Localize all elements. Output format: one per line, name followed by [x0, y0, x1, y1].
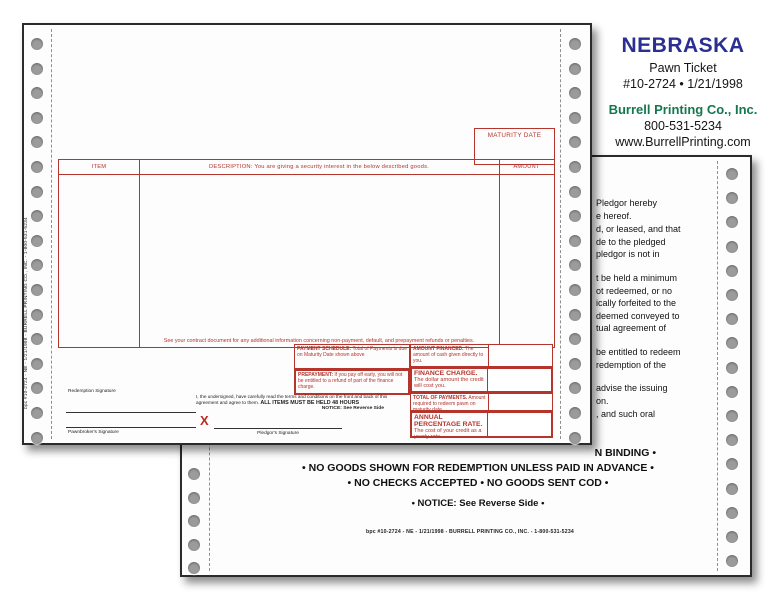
catalog-header: [593, 34, 773, 149]
pin-feed-hole: [31, 382, 43, 394]
annual-percentage-rate-value-cell: [487, 413, 551, 436]
terms-line: advise the issuing: [596, 383, 668, 394]
pin-feed-hole: [569, 284, 581, 296]
table-header-row: [59, 160, 554, 175]
pin-feed-hole: [569, 87, 581, 99]
amount-financed-value-cell: [488, 345, 552, 366]
payment-schedule-body: Total of Payments is due on Maturity Date shown above: [297, 346, 407, 358]
pin-feed-hole: [726, 337, 738, 349]
pin-feed-hole: [569, 112, 581, 124]
terms-line: pledgor is not in: [596, 249, 660, 260]
pin-feed-hole: [569, 161, 581, 173]
binding-notice: N BINDING •: [594, 447, 656, 459]
pin-feed-hole: [31, 87, 43, 99]
amount-financed-body: The amount of cash given directly to you.: [413, 346, 484, 364]
terms-line: ot redeemed, or no: [596, 285, 673, 296]
state-title: NEBRASKA: [621, 34, 745, 57]
pin-feed-hole: [726, 216, 738, 228]
column-divider: [499, 160, 500, 347]
terms-line: Pledgor hereby: [596, 198, 658, 208]
pin-feed-hole: [31, 186, 43, 198]
finance-charge-body: The dollar amount the credit will cost you.: [414, 377, 484, 390]
column-divider: [139, 160, 140, 347]
company-name: Burrell Printing Co., Inc.: [608, 102, 758, 117]
terms-line: tual agreement of: [596, 323, 667, 334]
pin-feed-hole: [726, 386, 738, 398]
pin-feed-hole: [726, 434, 738, 446]
terms-text-fragments: [596, 197, 681, 421]
pin-feed-hole: [569, 333, 581, 345]
terms-line: de to the pledged: [596, 236, 666, 247]
annual-percentage-rate-title: ANNUAL PERCENTAGE RATE.: [414, 414, 483, 428]
pin-feed-hole: [31, 210, 43, 222]
terms-line: redemption of the: [596, 359, 667, 370]
pin-feed-hole: [31, 235, 43, 247]
pin-feed-hole: [569, 309, 581, 321]
pin-feed-hole: [31, 284, 43, 296]
pin-feed-hole: [726, 362, 738, 374]
pin-feed-hole: [726, 313, 738, 325]
pin-feed-hole: [188, 492, 200, 504]
reverse-side-note: NOTICE: See Reverse Side: [321, 406, 384, 412]
terms-line: ically forfeited to the: [596, 298, 677, 309]
pin-feed-hole: [726, 555, 738, 567]
redemption-signature-line: [66, 412, 196, 413]
annual-percentage-rate-body: The cost of your credit as a yearly rate.: [414, 428, 482, 441]
terms-line: on.: [596, 395, 609, 406]
goods-table: [58, 159, 555, 348]
terms-line: t be held a minimum: [596, 272, 678, 283]
pin-feed-hole: [726, 241, 738, 253]
pin-feed-hole: [188, 539, 200, 551]
item-column-header: ITEM: [91, 164, 107, 170]
pledgor-signature-line: [214, 428, 342, 429]
form-number-date: #10-2724 • 1/21/1998: [623, 77, 743, 91]
terms-line: , and such oral: [596, 409, 656, 420]
pin-feed-hole: [569, 136, 581, 148]
amount-financed-box: [410, 344, 553, 367]
pin-feed-hole: [726, 483, 738, 495]
pawn-ticket-sheet: [22, 23, 592, 445]
prepayment-box: [294, 369, 410, 395]
pin-feed-hole: [726, 531, 738, 543]
finance-charge-value-cell: [487, 369, 551, 391]
redemption-signature-label: Redemption Signature: [68, 389, 116, 394]
pin-feed-hole: [726, 289, 738, 301]
total-of-payments-title: TOTAL OF PAYMENTS.: [413, 395, 468, 401]
pin-feed-hole: [569, 358, 581, 370]
pin-feed-hole: [726, 168, 738, 180]
printer-imprint: bpc #10-2724 - NE - 1/21/1998 - BURRELL PRINTING CO., INC. - 1-800-531-5234: [365, 529, 575, 535]
amount-column-header: AMOUNT: [513, 164, 540, 170]
pin-feed-hole: [31, 38, 43, 50]
side-printer-imprint: bpc #10-2724 - NE - 1/21/1998 - BURRELL PRINTING CO., INC. - 1-800-531-5234: [24, 217, 29, 409]
finance-charge-box: [410, 367, 553, 393]
perforation-line: [560, 29, 561, 439]
prepayment-body: If you pay off early, you will not be entitled to a refund of part of the finance charge.: [298, 372, 403, 390]
prepayment-title: PREPAYMENT:: [298, 372, 334, 378]
pin-feed-hole: [31, 161, 43, 173]
finance-charge-title: FINANCE CHARGE.: [414, 370, 478, 377]
no-checks-notice: • NO CHECKS ACCEPTED • NO GOODS SENT COD •: [347, 477, 609, 489]
perforation-line: [51, 29, 52, 439]
pin-feed-hole: [31, 112, 43, 124]
annual-percentage-rate-box: [410, 411, 553, 441]
total-of-payments-body: Amount required to redeem pawn on maturity date.: [413, 395, 486, 413]
total-of-payments-box: [410, 393, 553, 411]
pin-feed-hole: [31, 259, 43, 271]
amount-financed-title: AMOUNT FINANCED.: [413, 346, 464, 352]
signature-x-mark: X: [200, 413, 209, 428]
payment-schedule-title: PAYMENT SCHEDULE:: [297, 346, 352, 352]
pin-feed-hole: [31, 358, 43, 370]
maturity-date-label: MATURITY DATE: [487, 132, 542, 139]
agreement-statement: [196, 394, 394, 412]
pin-feed-hole: [188, 515, 200, 527]
pin-feed-hole: [188, 562, 200, 574]
terms-line: be entitled to redeem: [596, 346, 681, 357]
pin-feed-hole: [188, 468, 200, 480]
pin-feed-hole: [726, 410, 738, 422]
company-website: www.BurrellPrinting.com: [615, 135, 751, 149]
terms-line: e hereof.: [596, 210, 632, 221]
agreement-text: I, the undersigned, have carefully read the terms and conditions on the front and back of this agreement and agree to them.: [196, 394, 388, 405]
reverse-side-notice: • NOTICE: See Reverse Side •: [411, 498, 545, 509]
pin-feed-hole: [569, 382, 581, 394]
perforation-line: [717, 161, 718, 571]
description-column-header: DESCRIPTION: You are giving a security interest in the below described goods.: [208, 164, 429, 170]
pin-feed-hole: [31, 432, 43, 444]
pin-feed-hole: [31, 309, 43, 321]
pin-feed-hole: [569, 210, 581, 222]
pin-feed-hole: [726, 265, 738, 277]
pawnbroker-signature-label: Pawnbroker's Signature: [68, 430, 119, 435]
pin-feed-hole: [569, 259, 581, 271]
pin-feed-hole: [31, 407, 43, 419]
terms-line: deemed conveyed to: [596, 310, 680, 321]
payment-schedule-box: [294, 344, 410, 369]
product-name: Pawn Ticket: [649, 61, 717, 75]
pin-feed-hole: [31, 63, 43, 75]
pin-feed-hole: [569, 38, 581, 50]
total-of-payments-value-cell: [488, 394, 552, 410]
company-phone: 800-531-5234: [644, 119, 722, 133]
pin-feed-hole: [569, 186, 581, 198]
hold-notice: ALL ITEMS MUST BE HELD 48 HOURS: [260, 399, 360, 406]
no-goods-notice: • NO GOODS SHOWN FOR REDEMPTION UNLESS PAID IN ADVANCE •: [302, 462, 654, 474]
pin-feed-hole: [31, 136, 43, 148]
pin-feed-hole: [31, 333, 43, 345]
pin-feed-hole: [569, 407, 581, 419]
pledgor-signature-label: Pledgor's Signature: [257, 431, 299, 436]
pawnbroker-signature-line: [66, 427, 196, 428]
terms-line: d, or leased, and that: [596, 224, 681, 235]
pin-feed-hole: [569, 63, 581, 75]
pin-feed-hole: [726, 507, 738, 519]
contract-note: See your contract document for any additional information concerning non-payment, default, and prepayment refunds or penalties.: [163, 338, 475, 344]
pin-feed-hole: [569, 235, 581, 247]
pin-feed-hole: [569, 432, 581, 444]
pin-feed-hole: [726, 192, 738, 204]
